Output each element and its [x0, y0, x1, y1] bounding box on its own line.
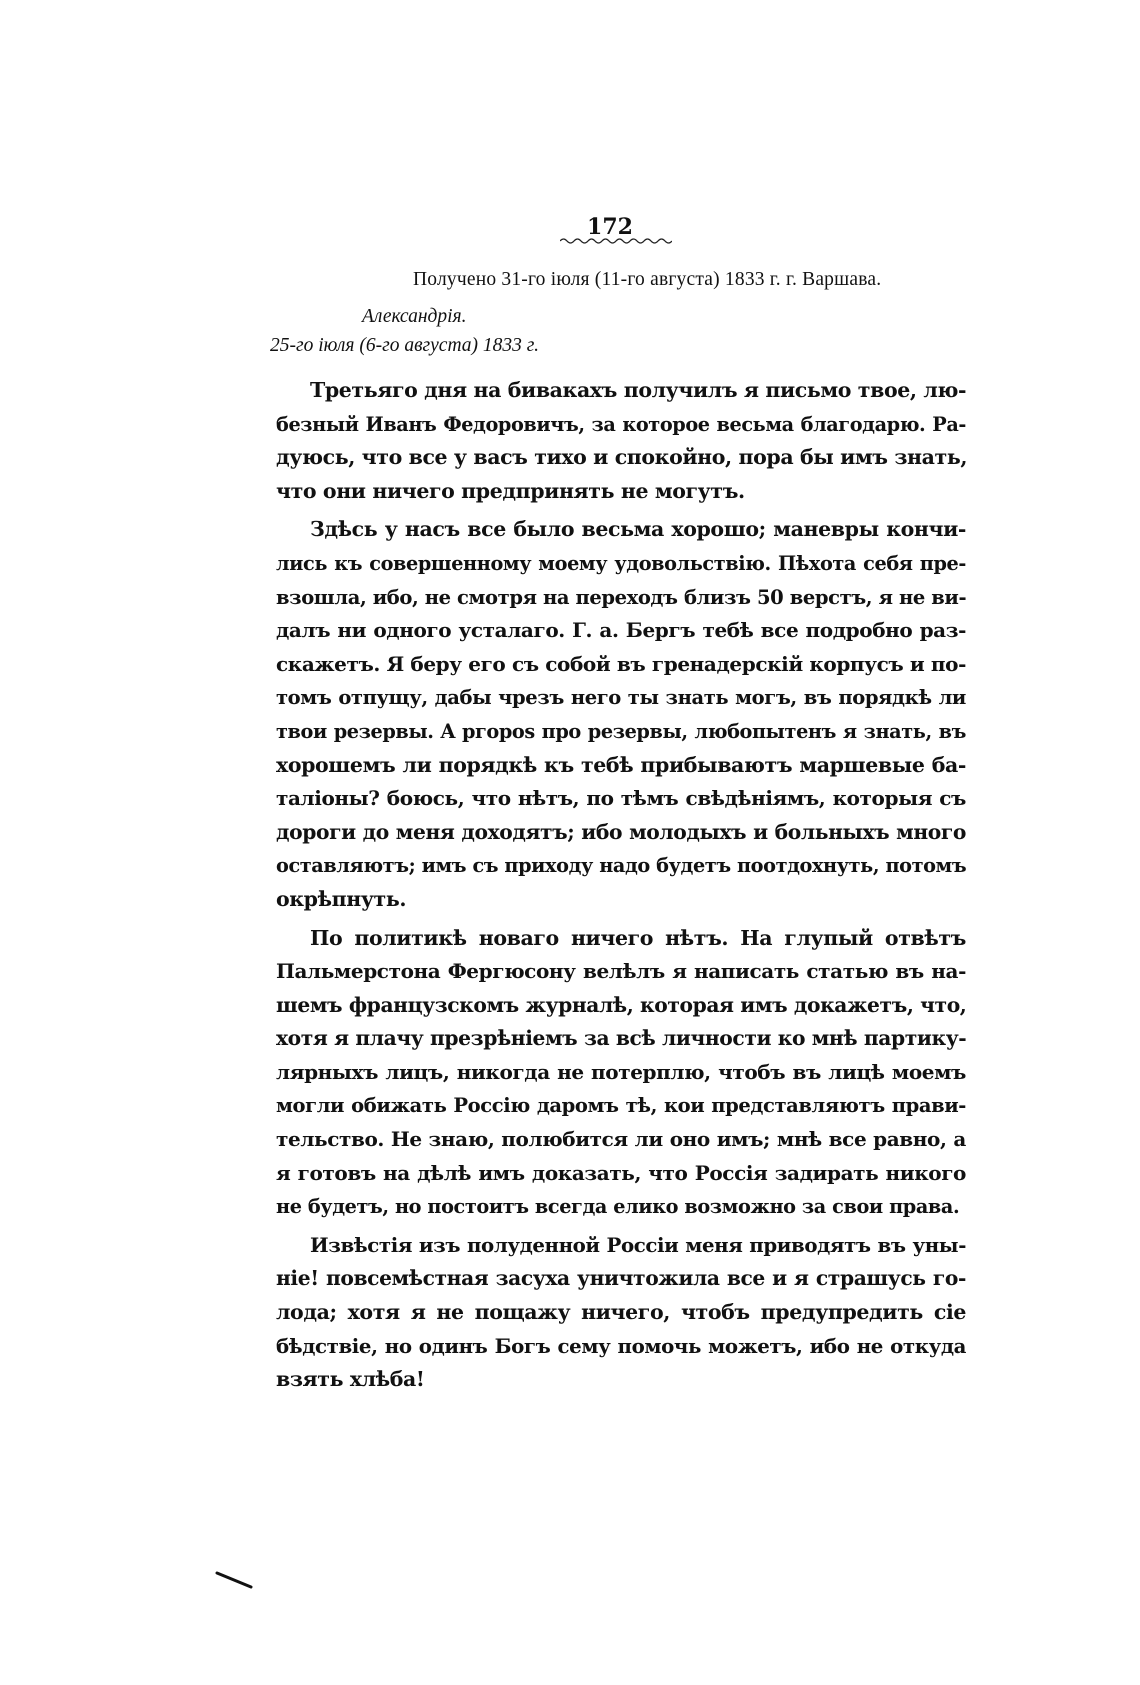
text-line: бѣдствіе, но одинъ Богъ сему помочь можетъ, ибо не откуда — [276, 1333, 966, 1358]
text-line: таліоны? боюсь, что нѣтъ, по тѣмъ свѣдѣніямъ, которыя съ — [276, 786, 966, 811]
text-line: хорошемъ ли порядкѣ къ тебѣ прибываютъ маршевые ба- — [276, 752, 966, 777]
text-line: дуюсь, что все у васъ тихо и спокойно, пора бы имъ знать, — [276, 445, 968, 470]
paragraph — [276, 1229, 966, 1397]
paragraph — [276, 374, 966, 508]
text-line: хотя я плачу презрѣніемъ за всѣ личности ко мнѣ партику- — [276, 1026, 967, 1051]
text-line: лярныхъ лицъ, никогда не потерплю, чтобъ въ лицѣ моемъ — [276, 1059, 966, 1084]
stray-ink-mark — [215, 1570, 255, 1590]
text-line: ніе! повсемѣстная засуха уничтожила все и я страшусь го- — [276, 1266, 966, 1291]
received-note: Получено 31-го іюля (11-го августа) 1833 г. г. Варшава. — [413, 269, 882, 290]
letter-body — [276, 374, 966, 1402]
text-line: скажетъ. Я беру его съ собой въ гренадерскій корпусъ и по- — [276, 651, 966, 676]
text-line: окрѣпнуть. — [276, 886, 407, 911]
text-line: Извѣстія изъ полуденной Россіи меня приводятъ въ уны- — [310, 1232, 966, 1257]
paragraph — [276, 513, 966, 916]
text-line: шемъ французскомъ журналѣ, которая имъ докажетъ, что, — [276, 992, 967, 1017]
page-number: 172 — [587, 214, 633, 240]
text-line: твои резервы. A pгоpos про резервы, любопытенъ я знать, въ — [276, 719, 966, 743]
paragraph — [276, 922, 966, 1224]
text-line: что они ничего предпринять не могутъ. — [276, 478, 745, 503]
text-line: Третьяго дня на бивакахъ получилъ я письмо твое, лю- — [310, 378, 967, 402]
origin-place: Александрія. — [362, 306, 467, 327]
text-line: могли обижать Россію даромъ тѣ, кои представляютъ прави- — [276, 1094, 966, 1118]
text-line: безный Иванъ Федоровичъ, за которое весьма благодарю. Ра- — [276, 412, 966, 436]
text-line: дороги до меня доходятъ; ибо молодыхъ и больныхъ много — [276, 819, 966, 844]
text-line: оставляютъ; имъ съ приходу надо будетъ поотдохнуть, потомъ — [276, 854, 967, 878]
wavy-rule-ornament — [560, 237, 672, 245]
text-line: взошла, ибо, не смотря на переходъ близъ 50 верстъ, я не ви- — [276, 585, 967, 609]
text-line: По политикѣ новаго ничего нѣтъ. На глупый отвѣтъ — [310, 925, 966, 950]
text-line: далъ ни одного усталаго. Г. а. Бергъ тебѣ все подробно раз- — [276, 618, 966, 643]
text-line: томъ отпущу, дабы чрезъ него ты знать могъ, въ порядкѣ ли — [276, 686, 966, 710]
text-line: Здѣсь у насъ все было весьма хорошо; маневры кончи- — [310, 517, 966, 542]
text-line: не будетъ, но постоитъ всегда елико возможно за свои права. — [276, 1195, 960, 1219]
text-line: лода; хотя я не пощажу ничего, чтобъ предупредить сіе — [276, 1300, 966, 1325]
text-line: я готовъ на дѣлѣ имъ доказать, что Россія задирать никого — [276, 1160, 966, 1185]
text-line: тельство. Не знаю, полюбится ли оно имъ; мнѣ все равно, а — [276, 1127, 966, 1152]
text-line: взять хлѣба! — [276, 1367, 425, 1392]
text-line: Пальмерстона Фергюсону велѣлъ я написать статью въ на- — [276, 959, 966, 984]
origin-date: 25-го іюля (6-го августа) 1833 г. — [270, 335, 539, 356]
text-line: лись къ совершенному моему удовольствію. Пѣхота себя пре- — [276, 551, 966, 575]
